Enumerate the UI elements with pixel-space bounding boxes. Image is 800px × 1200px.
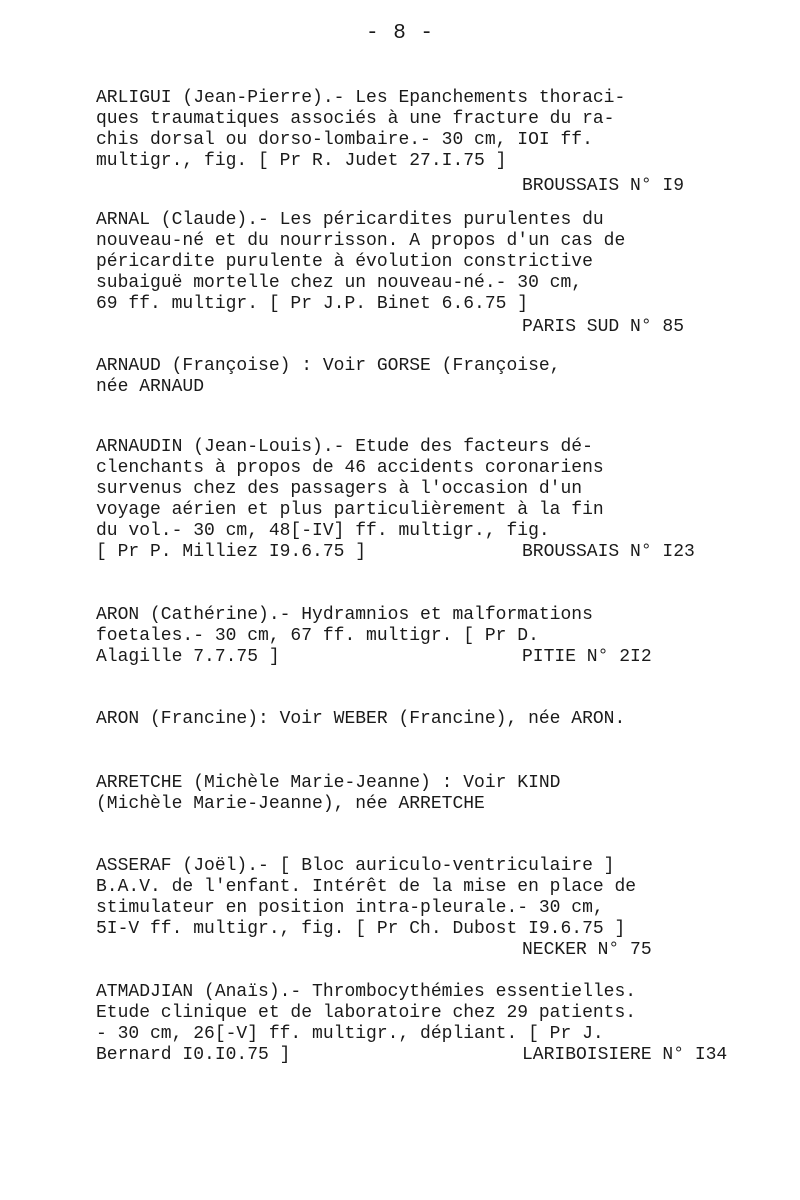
library-location: PITIE N° 2I2 <box>522 647 652 667</box>
entry-line: du vol.- 30 cm, 48[-IV] ff. multigr., fig. <box>96 521 550 541</box>
entry-line: subaiguë mortelle chez un nouveau-né.- 30 cm, <box>96 273 583 293</box>
entry-line: stimulateur en position intra-pleurale.- 30 cm, <box>96 898 604 918</box>
entry-line: ARLIGUI (Jean-Pierre).- Les Epanchements thoraci- <box>96 88 626 108</box>
entry-line: Etude clinique et de laboratoire chez 29 patients. <box>96 1003 637 1023</box>
entry-line: née ARNAUD <box>96 377 205 397</box>
cross-reference-entry <box>96 356 736 398</box>
entry-line: ARNAUDIN (Jean-Louis).- Etude des facteurs dé- <box>96 437 593 457</box>
entry-line: ARON (Cathérine).- Hydramnios et malformations <box>96 605 593 625</box>
entry-line: [ Pr P. Milliez I9.6.75 ] <box>96 542 367 562</box>
cross-reference-entry <box>96 773 736 815</box>
page-number: - 8 - <box>365 22 434 45</box>
entry-line: Alagille 7.7.75 ] <box>96 647 280 667</box>
entry-line: survenus chez des passagers à l'occasion d'un <box>96 479 583 499</box>
library-location: PARIS SUD N° 85 <box>522 317 685 337</box>
cross-reference-entry <box>96 709 736 730</box>
entry-line: voyage aérien et plus particulièrement à la fin <box>96 500 604 520</box>
entry-line: ques traumatiques associés à une fracture du ra- <box>96 109 615 129</box>
bibliography-entry <box>96 605 736 668</box>
entry-line: 69 ff. multigr. [ Pr J.P. Binet 6.6.75 ] <box>96 294 529 314</box>
bibliography-entry <box>96 856 736 960</box>
library-location: NECKER N° 75 <box>522 940 652 960</box>
entry-line: ARON (Francine): Voir WEBER (Francine), née ARON. <box>96 709 626 729</box>
bibliography-entry <box>96 982 736 1066</box>
entry-line: B.A.V. de l'enfant. Intérêt de la mise en place de <box>96 877 637 897</box>
entry-line: nouveau-né et du nourrisson. A propos d'un cas de <box>96 231 626 251</box>
library-location: BROUSSAIS N° I23 <box>522 542 695 562</box>
entry-line: chis dorsal ou dorso-lombaire.- 30 cm, IOI ff. <box>96 130 593 150</box>
entry-line: (Michèle Marie-Jeanne), née ARRETCHE <box>96 794 485 814</box>
entry-line: péricardite purulente à évolution constrictive <box>96 252 593 272</box>
entry-line: foetales.- 30 cm, 67 ff. multigr. [ Pr D. <box>96 626 539 646</box>
entry-line: ARRETCHE (Michèle Marie-Jeanne) : Voir KIND <box>96 773 561 793</box>
entry-line: - 30 cm, 26[-V] ff. multigr., dépliant. [ Pr J. <box>96 1024 604 1044</box>
entry-line: Bernard I0.I0.75 ] <box>96 1045 291 1065</box>
entry-line: ATMADJIAN (Anaïs).- Thrombocythémies essentielles. <box>96 982 637 1002</box>
library-location: BROUSSAIS N° I9 <box>522 176 685 196</box>
entry-line: ARNAL (Claude).- Les péricardites purulentes du <box>96 210 604 230</box>
bibliography-entry <box>96 88 736 196</box>
library-location: LARIBOISIERE N° I34 <box>522 1045 728 1065</box>
entry-line: ARNAUD (Françoise) : Voir GORSE (Françoise, <box>96 356 561 376</box>
bibliography-entry <box>96 210 736 337</box>
entry-line: multigr., fig. [ Pr R. Judet 27.I.75 ] <box>96 151 507 171</box>
bibliography-entry <box>96 437 736 563</box>
entry-line: 5I-V ff. multigr., fig. [ Pr Ch. Dubost I9.6.75 ] <box>96 919 626 939</box>
entry-line: clenchants à propos de 46 accidents coronariens <box>96 458 604 478</box>
entry-line: ASSERAF (Joël).- [ Bloc auriculo-ventriculaire ] <box>96 856 615 876</box>
